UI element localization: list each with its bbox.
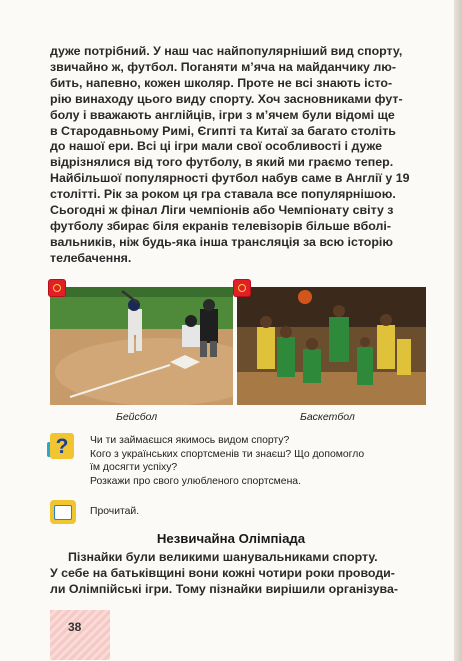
read-instruction: Прочитай.	[90, 506, 140, 517]
top-paragraph	[50, 44, 432, 267]
baseball-photo	[50, 287, 233, 405]
question-line: Кого з українських спортсменів ти знаєш? Що допомогло	[90, 448, 365, 460]
text-line: ли Олімпійські ігри. Тому пізнайки вирішили організува-	[50, 581, 399, 596]
bottom-paragraph	[50, 550, 432, 598]
text-line: рію винаходу цього виду спорту. Хоч засновниками фут-	[50, 91, 403, 106]
text-line: вальників, ніж будь-яка інша трансляція за всю історію	[50, 234, 393, 249]
basketball-photo	[237, 287, 426, 405]
text-line: болу і вважають англійців, ігри з м’ячем були відомі ще	[50, 107, 395, 122]
text-line: футболу збирає біля екранів телевізорів більше вболі-	[50, 218, 391, 233]
text-line: в Стародавньому Римі, Єгипті та Китаї за багато століть	[50, 123, 396, 138]
photo-caption: Баскетбол	[300, 411, 355, 423]
page-corner-decoration	[50, 610, 110, 660]
text-line: телебачення.	[50, 250, 132, 265]
book-icon	[50, 500, 76, 524]
text-line: дуже потрібний. У наш час найпопулярніший вид спорту,	[50, 44, 403, 58]
text-line: бить, напевно, кожен школяр. Проте не всі знають істо-	[50, 75, 393, 90]
photo-caption: Бейсбол	[116, 411, 158, 423]
photo-icon	[49, 280, 65, 296]
question-line: Розкажи про свого улюбленого спортсмена.	[90, 475, 301, 487]
page-number: 38	[68, 620, 82, 634]
text-line: У себе на батьківщині вони кожні чотири роки проводи-	[50, 565, 395, 580]
question-line: Чи ти займаєшся якимось видом спорту?	[90, 435, 290, 446]
text-line: Найбільшої популярності футбол набув саме в Англії у 19	[50, 171, 410, 186]
text-line: до нашої ери. Всі ці ігри мали свої особливості і дуже	[50, 139, 383, 154]
page-edge	[454, 0, 462, 661]
question-icon: ?	[50, 433, 74, 459]
text-line: Сьогодні ж фінал Ліги чемпіонів або Чемпіонату світу з	[50, 203, 394, 218]
questions-block	[90, 434, 435, 488]
text-line: звичайно ж, футбол. Поганяти м’яча на майданчику лю-	[50, 59, 396, 74]
photo-icon	[234, 280, 250, 296]
section-title: Незвичайна Олімпіада	[156, 531, 306, 546]
text-line: Пізнайки були великими шанувальниками спорту.	[68, 550, 378, 564]
text-line: відрізнялися від того футболу, в який ми граємо тепер.	[50, 155, 394, 170]
question-line: їм досягти успіху?	[90, 462, 178, 474]
text-line: столітті. Рік за роком ця гра ставала все популярнішою.	[50, 187, 396, 202]
